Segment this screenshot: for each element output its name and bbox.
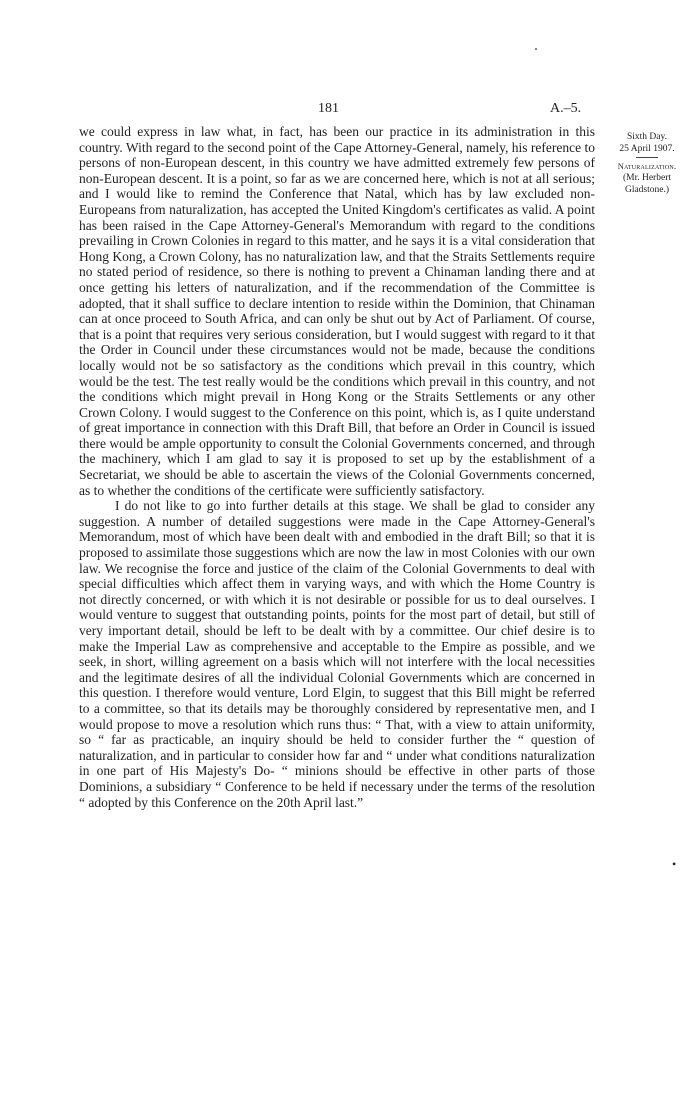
paragraph: I do not like to go into further details at this stage. We shall be glad to consider any suggestion. A number of detailed suggestions were made in the Cape Attorney-General's Memorandum, most of which have been dealt with and embodied in the draft Bill; so that it is proposed to assimilate those suggestions which are now the law in most Colonies with our own law. We recognise the force and justice of the claim of the Colonial Governments to deal with special difficulties which affect them in varying ways, and with which the Home Country is not directly concerned, or with which it is not desirable or possible for us to deal ourselves. I would venture to suggest that outstanding points, points for the most part of detail, but still of very important detail, should be left to be dealt with by a committee. Our chief desire is to make the Imperial Law as comprehensive and acceptable to the Empire as possible, and we seek, in short, willing agreement on a basis which will not interfere with the local necessities and the legitimate desires of all the individual Colonial Governments which are concerned in this question. I therefore would venture, Lord Elgin, to suggest that this Bill might be referred to a committee, so that its details may be thoroughly considered by representative men, and I would propose to move a resolution which runs thus: “ That, with a view to attain uniformity, so “ far as practicable, an inquiry should be held to consider further the “ question of naturalization, and in particular to consider how far and “ under what conditions naturalization in one part of His Majesty's Do- “ minions should be effective in other parts of those Dominions, a subsidiary “ Conference to be held if necessary under the terms of the resolution “ adopted by this Conference on the 20th April last.” bbox=[79, 498, 595, 810]
paragraph: we could express in law what, in fact, has been our practice in its administration in this country. With regard to the second point of the Cape Attorney-General, namely, his reference to persons of non-European descent, in this country we have admitted extremely few persons of non-European descent. It is a point, so far as we are concerned here, which is not at all serious; and I would like to remind the Conference that Natal, which has by law excluded non-Europeans from naturalization, has accepted the United Kingdom's certificates as valid. A point has been raised in the Cape Attorney-General's Memorandum with regard to the conditions prevailing in Crown Colonies in regard to this matter, and he says it is a vital consideration that Hong Kong, a Crown Colony, has no naturalization law, and that the Straits Settlements require no stated period of residence, so there is nothing to prevent a Chinaman landing there and at once getting his letters of naturalization, and if the recommendation of the Committee is adopted, that it shall suffice to declare intention to reside within the Dominion, that Chinaman can at once proceed to South Africa, and can only be shut out by Act of Parliament. Of course, that is a point that requires very serious consideration, but I would suggest with regard to it that the Order in Council under these circumstances would not be made, because the conditions locally would not be so satisfactory as the conditions which prevail in this country, which would be the test. The test really would be the conditions which prevail in this country, and not the conditions which might prevail in Hong Kong or the Straits Settlements or any other Crown Colony. I would suggest to the Conference on this point, which is, as I quite understand of great importance in connection with this Draft Bill, that before an Order in Council is issued there would be ample opportunity to consult the Colonial Governments concerned, and through the machinery, which I am glad to say it is proposed to set up by the establishment of a Secretariat, we should be able to ascertain the views of the Colonial Governments concerned, as to whether the conditions of the certificate were sufficiently satisfactory. bbox=[79, 124, 595, 498]
margin-note-speaker: (Mr. Herbert Gladstone.) bbox=[622, 173, 671, 195]
page-number: 181 bbox=[318, 101, 339, 116]
margin-note-topic: Naturalization. bbox=[617, 161, 677, 171]
scan-speck bbox=[535, 48, 537, 50]
margin-mark: • bbox=[672, 857, 677, 871]
document-reference: A.–5. bbox=[550, 101, 582, 116]
margin-note-date: 25 April 1907. bbox=[619, 144, 675, 154]
margin-note-day: Sixth Day. bbox=[626, 132, 668, 142]
margin-note bbox=[602, 131, 692, 196]
margin-note-rule bbox=[636, 157, 658, 158]
body-text bbox=[79, 124, 595, 810]
